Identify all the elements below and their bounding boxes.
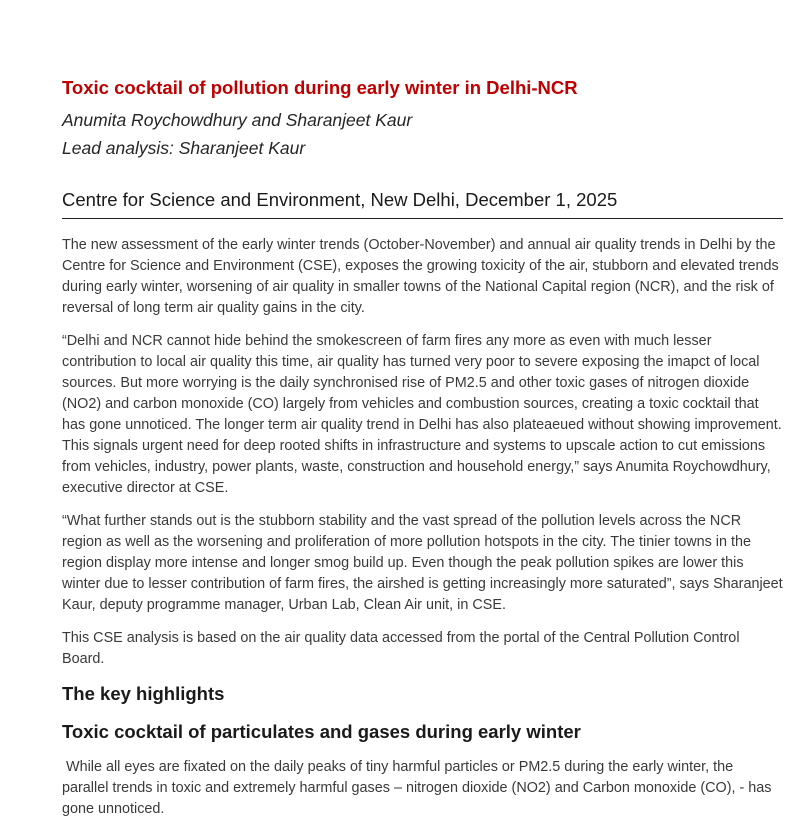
- paragraph-closing: While all eyes are fixated on the daily peaks of tiny harmful particles or PM2.5 during the early winter, the parallel trends in toxic and extremely harmful gases – nitrogen dioxide (NO2) and Carbon monoxide (CO), - has gone unnoticed.: [62, 759, 776, 817]
- heading-toxic-cocktail: Toxic cocktail of particulates and gases during early winter: [62, 721, 581, 742]
- heading-key-highlights: The key highlights: [62, 683, 225, 704]
- paragraph-intro: The new assessment of the early winter trends (October-November) and annual air quality trends in Delhi by the Centre for Science and Environment (CSE), exposes the growing toxicity of the air, stubborn and elevated trends during early winter, worsening of air quality in smaller towns of the National Capital region (NCR), and the risk of reversal of long term air quality gains in the city.: [62, 237, 779, 316]
- page-title: Toxic cocktail of pollution during early winter in Delhi-NCR: [62, 77, 578, 98]
- paragraph-data-source: This CSE analysis is based on the air quality data accessed from the portal of the Central Pollution Control Board.: [62, 630, 740, 667]
- paragraph-quote-anumita: “Delhi and NCR cannot hide behind the smokescreen of farm fires any more as even with much lesser contribution to local air quality this time, air quality has turned very poor to severe exposing the imapct of local sources. But more worrying is the daily synchronised rise of PM2.5 and other toxic gases of nitrogen dioxide (NO2) and carbon monoxide (CO) largely from vehicles and combustion sources, creating a toxic cocktail that has gone unnoticed. The longer term air quality trend in Delhi has also plateaeued without showing improvement. This signals urgent need for deep rooted shifts in infrastructure and systems to upscale action to cut emissions from vehicles, industry, power plants, waste, construction and household energy,” says Anumita Roychowdhury, executive director at CSE.: [62, 333, 782, 496]
- paragraph-quote-sharanjeet: “What further stands out is the stubborn stability and the vast spread of the pollution levels across the NCR region as well as the worsening and proliferation of more pollution hotspots in the city. The tinier towns in the region display more intense and longer smog build up. Even though the peak pollution spikes are lower this winter due to lesser contribution of farm fires, the airshed is getting increasingly more saturated”, says Sharanjeet Kaur, deputy programme manager, Urban Lab, Clean Air unit, in CSE.: [62, 513, 783, 613]
- header-rule: [62, 218, 783, 219]
- dateline-text: Centre for Science and Environment, New Delhi, December 1, 2025: [62, 189, 618, 210]
- byline-authors: Anumita Roychowdhury and Sharanjeet Kaur: [62, 110, 413, 130]
- byline-lead-analysis: Lead analysis: Sharanjeet Kaur: [62, 138, 306, 158]
